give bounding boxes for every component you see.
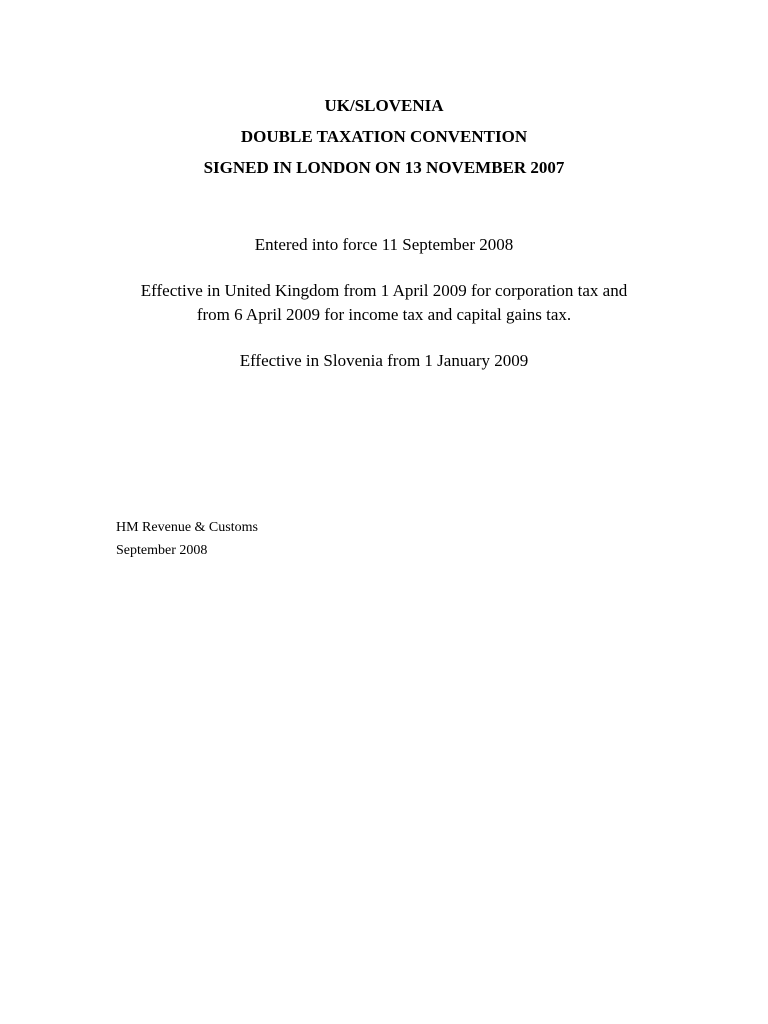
entered-into-force-text: Entered into force 11 September 2008 [254,235,514,254]
spacer [0,257,768,279]
issuer-block [116,516,258,562]
effective-uk-line-2: from 6 April 2009 for income tax and capital gains tax. [196,305,572,324]
spacer [0,327,768,349]
title-line-countries: UK/SLOVENIA [324,96,444,115]
issuer-name: HM Revenue & Customs [116,520,258,535]
title-line-signed: SIGNED IN LONDON ON 13 NOVEMBER 2007 [203,158,565,177]
document-title [0,90,768,183]
effective-slovenia-text: Effective in Slovenia from 1 January 2009 [239,351,529,370]
effective-uk-line-1: Effective in United Kingdom from 1 April 2009 for corporation tax and [140,281,628,300]
issue-date: September 2008 [116,543,208,558]
title-line-convention: DOUBLE TAXATION CONVENTION [240,127,528,146]
effective-dates-section [0,233,768,373]
